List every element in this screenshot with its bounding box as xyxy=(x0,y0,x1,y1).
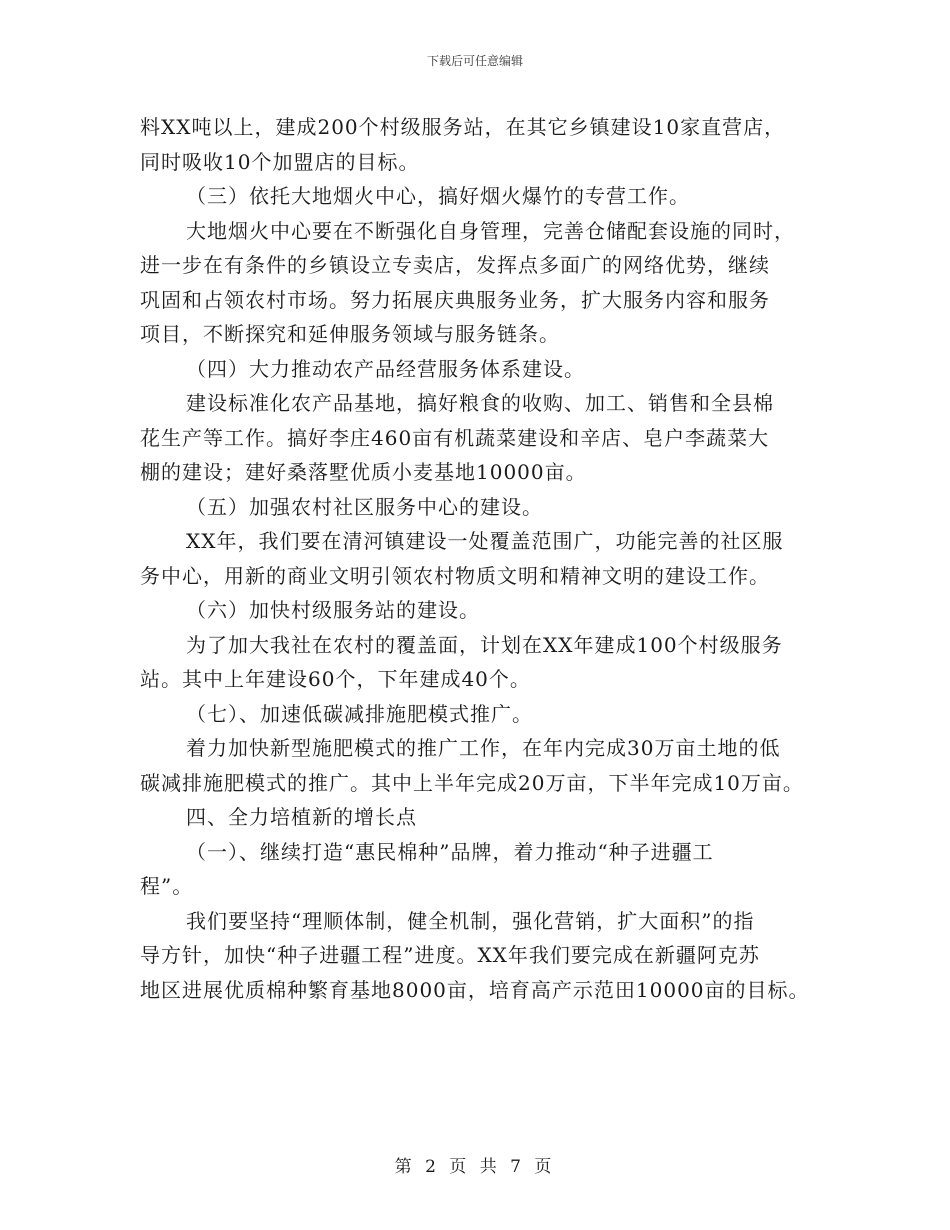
paragraph-line: 进一步在有条件的乡镇设立专卖店，发挥点多面广的网络优势，继续 xyxy=(140,253,770,277)
paragraph-line: 建设标准化农产品基地，搞好粮食的收购、加工、销售和全县棉 xyxy=(186,391,774,415)
page-number: 第 2 页 共 7 页 xyxy=(394,1157,556,1177)
paragraph-line: （六）加快村级服务站的建设。 xyxy=(186,598,480,622)
paragraph-line: 站。其中上年建设60个，下年建成40个。 xyxy=(140,667,531,691)
paragraph-line: 料XX吨以上，建成200个村级服务站，在其它乡镇建设10家直营店， xyxy=(140,115,786,139)
paragraph-line: （七）、加速低碳减排施肥模式推广。 xyxy=(186,701,533,726)
paragraph-line: 地区进展优质棉种繁育基地8000亩，培育高产示范田10000亩的目标。 xyxy=(140,977,810,1002)
paragraph-line: 四、全力培植新的增长点 xyxy=(186,805,417,829)
paragraph-line: 程”。 xyxy=(140,874,194,898)
paragraph-line: （三）依托大地烟火中心，搞好烟火爆竹的专营工作。 xyxy=(186,184,690,208)
paragraph-line: 务中心，用新的商业文明引领农村物质文明和精神文明的建设工作。 xyxy=(140,563,770,588)
paragraph-line: 项目，不断探究和延伸服务领域与服务链条。 xyxy=(140,322,560,346)
paragraph-line: （四）大力推动农产品经营服务体系建设。 xyxy=(186,356,585,381)
page-header-note: 下载后可任意编辑 xyxy=(426,54,523,68)
paragraph-line: 我们要坚持“理顺体制，健全机制，强化营销，扩大面积”的指 xyxy=(186,908,755,933)
document-body xyxy=(140,110,830,1007)
paragraph-line: 同时吸收10个加盟店的目标。 xyxy=(140,149,420,174)
paragraph-line: （五）加强农村社区服务中心的建设。 xyxy=(186,494,543,519)
paragraph-line: 为了加大我社在农村的覆盖面，计划在XX年建成100个村级服务 xyxy=(186,632,783,657)
paragraph-line: 巩固和占领农村市场。努力拓展庆典服务业务，扩大服务内容和服务 xyxy=(140,287,770,312)
paragraph-line: 花生产等工作。搞好李庄460亩有机蔬菜建设和辛店、皂户李蔬菜大 xyxy=(140,425,770,450)
paragraph-line: 导方针，加快“种子进疆工程”进度。XX年我们要完成在新疆阿克苏 xyxy=(140,943,760,967)
paragraph-line: 着力加快新型施肥模式的推广工作，在年内完成30万亩土地的低 xyxy=(186,736,781,760)
paragraph-line: 碳减排施肥模式的推广。其中上半年完成20万亩，下半年完成10万亩。 xyxy=(140,770,804,795)
paragraph-line: XX年，我们要在清河镇建设一处覆盖范围广，功能完善的社区服 xyxy=(186,529,784,553)
paragraph-line: （一）、继续打造“惠民棉种”品牌，着力推动“种子进疆工 xyxy=(186,839,714,864)
paragraph-line: 大地烟火中心要在不断强化自身管理，完善仓储配套设施的同时， xyxy=(186,218,795,243)
paragraph-line: 棚的建设；建好桑落墅优质小麦基地10000亩。 xyxy=(140,460,587,484)
